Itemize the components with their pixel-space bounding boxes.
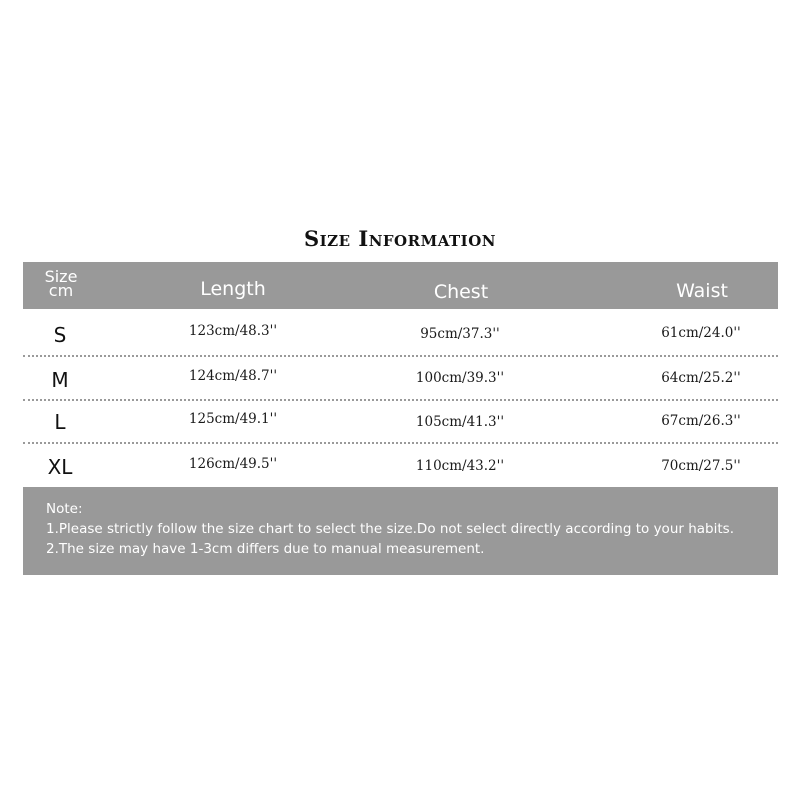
note-heading: Note: (46, 501, 83, 517)
size-cell: S (53, 323, 67, 347)
length-header: Length (200, 278, 266, 300)
unit-header-label: cm (48, 281, 74, 300)
length-cell: 124cm/48.7'' (188, 368, 278, 384)
size-header-label: Size (44, 267, 78, 286)
table-header (23, 262, 778, 309)
size-cell: M (51, 368, 69, 392)
chest-cell: 100cm/39.3'' (415, 370, 505, 386)
chest-cell: 95cm/37.3'' (420, 326, 500, 342)
waist-cell: 67cm/26.3'' (661, 413, 741, 429)
chest-cell: 110cm/43.2'' (415, 458, 505, 474)
note-box (23, 487, 778, 575)
size-cell: XL (47, 455, 73, 479)
length-cell: 123cm/48.3'' (188, 323, 278, 339)
chest-header: Chest (433, 281, 489, 303)
size-unit-header (41, 267, 81, 300)
length-cell: 126cm/49.5'' (188, 456, 278, 472)
waist-cell: 70cm/27.5'' (661, 458, 741, 474)
waist-cell: 64cm/25.2'' (661, 370, 741, 386)
note-line-2: 2.The size may have 1-3cm differs due to manual measurement. (46, 541, 485, 557)
table-row (23, 310, 778, 354)
length-cell: 125cm/49.1'' (188, 411, 278, 427)
waist-cell: 61cm/24.0'' (661, 325, 741, 341)
table-row (23, 356, 778, 400)
chest-cell: 105cm/41.3'' (415, 414, 505, 430)
table-row (23, 400, 778, 444)
table-row (23, 443, 778, 487)
size-cell: L (54, 410, 66, 434)
note-line-1: 1.Please strictly follow the size chart to select the size.Do not select directly according to your habits. (46, 521, 734, 537)
waist-header: Waist (676, 280, 728, 302)
page-title: Size Information (304, 226, 496, 251)
